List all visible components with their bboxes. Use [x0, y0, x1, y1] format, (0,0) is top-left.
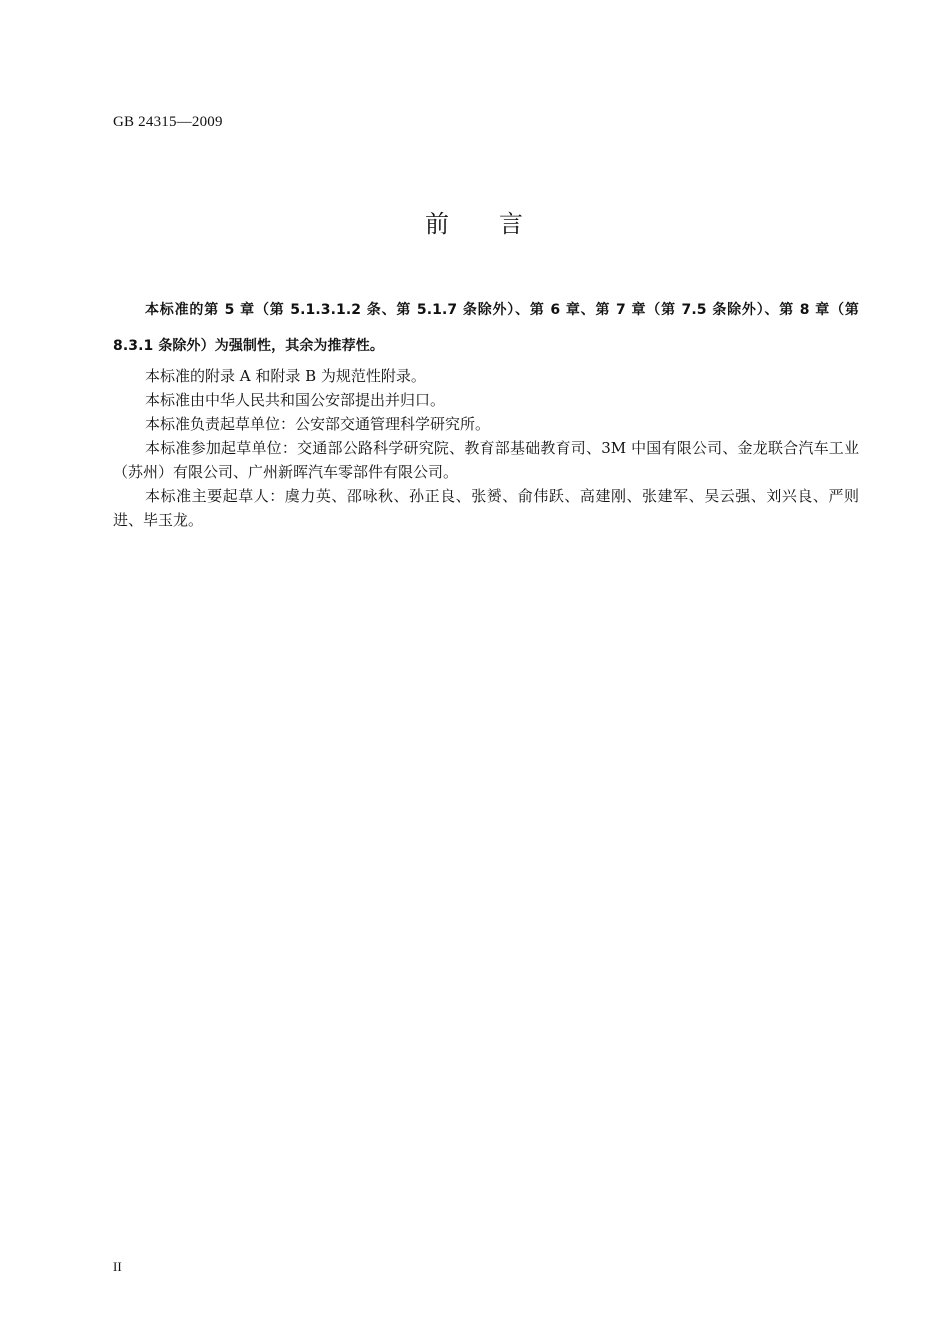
paragraph-lead-drafter: 本标准负责起草单位：公安部交通管理科学研究所。 [145, 415, 491, 433]
title-part-1: 前 [425, 210, 451, 238]
paragraph-mandatory-scope: 本标准的第 5 章（第 5.1.3.1.2 条、第 5.1.7 条除外）、第 6 章、第 7 章（第 7.5 条除外）、第 8 章（第 8.3.1 条除外）为强制性，其余为推荐性。 [113, 302, 859, 354]
paragraph-main-drafters: 本标准主要起草人：虞力英、邵咏秋、孙正良、张赟、俞伟跃、高建刚、张建军、吴云强、刘兴良、严则进、毕玉龙。 [113, 487, 859, 529]
paragraph-annexes: 本标准的附录 A 和附录 B 为规范性附录。 [145, 367, 426, 385]
document-code: GB 24315—2009 [113, 114, 223, 130]
page-number: II [113, 1259, 122, 1274]
page-title [0, 204, 950, 239]
paragraph-proposer: 本标准由中华人民共和国公安部提出并归口。 [145, 391, 446, 409]
title-part-2: 言 [499, 210, 525, 238]
foreword-body [113, 292, 859, 532]
paragraph-participating-drafters: 本标准参加起草单位：交通部公路科学研究院、教育部基础教育司、3M 中国有限公司、金龙联合汽车工业（苏州）有限公司、广州新晖汽车零部件有限公司。 [113, 439, 859, 481]
